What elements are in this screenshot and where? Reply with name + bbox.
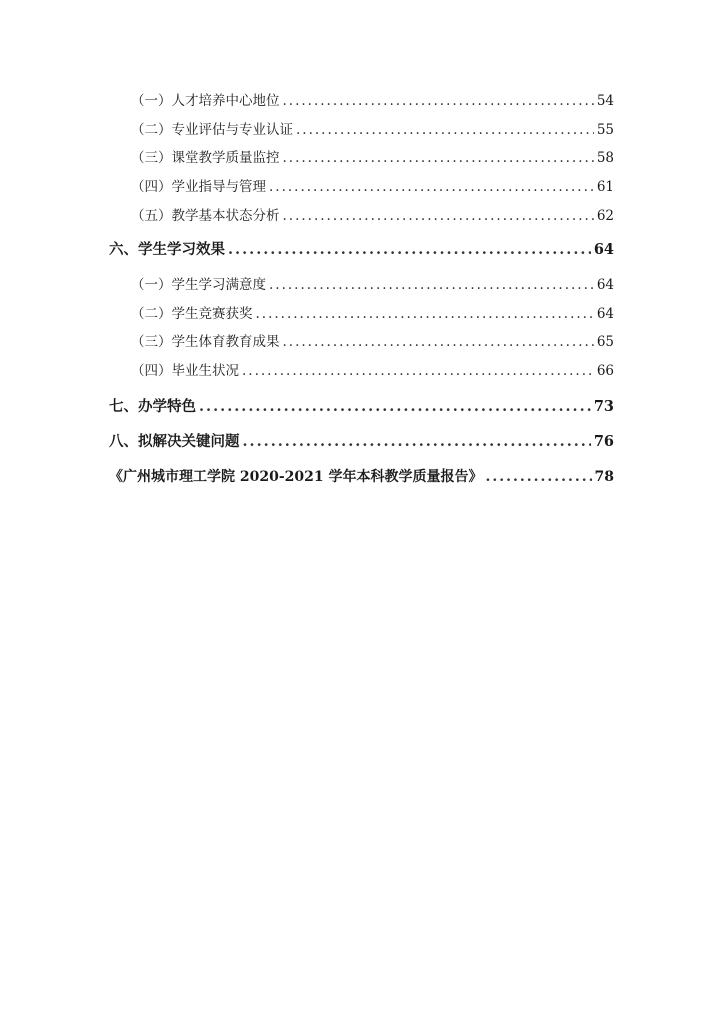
- toc-entry-label: （五）教学基本状态分析: [131, 208, 280, 224]
- toc-dot-leader: [243, 433, 591, 450]
- toc-page-number: 64: [596, 306, 614, 322]
- toc-entry-label: （四）学业指导与管理: [131, 179, 266, 195]
- toc-entry-5-5[interactable]: [131, 204, 614, 224]
- toc-entry-6-1[interactable]: [131, 273, 614, 293]
- toc-entry-5-3[interactable]: [131, 146, 614, 166]
- toc-entry-label: （三）学生体育教育成果: [131, 334, 280, 350]
- toc-entry-5-1[interactable]: [131, 89, 614, 109]
- toc-dot-leader: [283, 334, 594, 350]
- toc-entry-5-2[interactable]: [131, 118, 614, 138]
- toc-page-number: 66: [596, 363, 614, 379]
- toc-entry-label: （二）专业评估与专业认证: [131, 122, 293, 138]
- toc-page-number: 76: [593, 433, 614, 450]
- toc-page-number: 64: [596, 277, 614, 293]
- toc-dot-leader: [296, 122, 594, 138]
- toc-dot-leader: [283, 93, 594, 109]
- toc-dot-leader: [269, 277, 594, 293]
- toc-page-number: 55: [596, 122, 614, 138]
- toc-entry-section-8[interactable]: [109, 430, 614, 451]
- toc-entry-label: 六、学生学习效果: [109, 241, 225, 258]
- toc-dot-leader: [269, 179, 594, 195]
- toc-page-number: 73: [593, 398, 614, 415]
- toc-page-number: 58: [596, 150, 614, 166]
- toc-page-number: 61: [596, 179, 614, 195]
- toc-entry-label: （一）人才培养中心地位: [131, 93, 280, 109]
- toc-entry-label: （二）学生竞赛获奖: [131, 306, 253, 322]
- toc-dot-leader: [283, 150, 594, 166]
- toc-entry-5-4[interactable]: [131, 175, 614, 195]
- toc-page-number: 62: [596, 208, 614, 224]
- toc-dot-leader: [283, 208, 594, 224]
- toc-page-number: 54: [596, 93, 614, 109]
- toc-entry-label: （四）毕业生状况: [131, 363, 239, 379]
- toc-dot-leader: [486, 469, 592, 485]
- toc-page-number: 78: [594, 469, 614, 485]
- toc-entry-label: （一）学生学习满意度: [131, 277, 266, 293]
- toc-entry-report[interactable]: [109, 466, 614, 486]
- toc-entry-label: 《广州城市理工学院 2020-2021 学年本科教学质量报告》: [109, 469, 483, 485]
- toc-dot-leader: [242, 363, 594, 379]
- toc-dot-leader: [256, 306, 594, 322]
- toc-page-number: 65: [596, 334, 614, 350]
- toc-dot-leader: [199, 398, 591, 415]
- toc-entry-section-7[interactable]: [109, 395, 614, 416]
- toc-entry-6-2[interactable]: [131, 302, 614, 322]
- toc-entry-6-3[interactable]: [131, 330, 614, 350]
- toc-entry-label: （三）课堂教学质量监控: [131, 150, 280, 166]
- toc-entry-label: 七、办学特色: [109, 398, 196, 415]
- toc-entry-6-4[interactable]: [131, 359, 614, 379]
- toc-entry-section-6[interactable]: [109, 238, 614, 259]
- toc-entry-label: 八、拟解决关键问题: [109, 433, 240, 450]
- toc-dot-leader: [228, 241, 591, 258]
- toc-page-number: 64: [593, 241, 614, 258]
